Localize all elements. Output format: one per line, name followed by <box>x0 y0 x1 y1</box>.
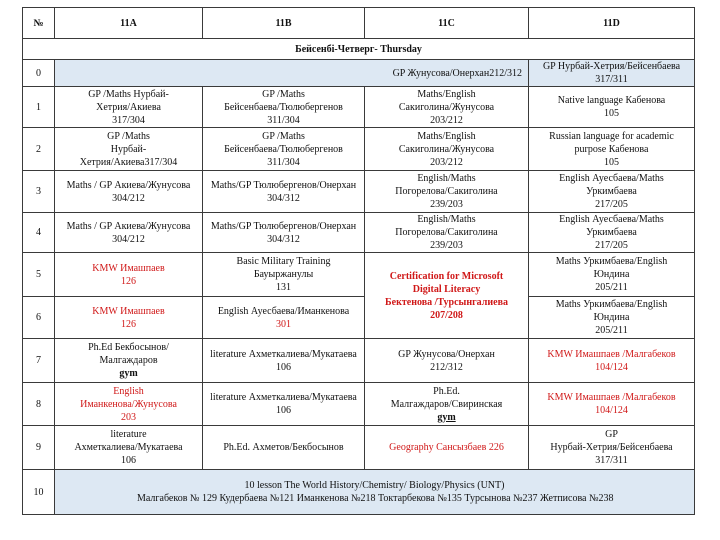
lesson-number: 10 <box>23 470 55 515</box>
lesson-11d: KMW Имашпаев /Малгабеков 104/124 <box>529 383 695 426</box>
lesson-11b: literature Ахметкалиева/Мукатаева 106 <box>203 383 365 426</box>
day-title: Бейсенбі-Четверг- Thursday <box>23 39 695 60</box>
header-class-11d: 11D <box>529 8 695 39</box>
lesson-number: 0 <box>23 60 55 87</box>
lesson-row-8 <box>23 383 695 426</box>
lesson-row-1 <box>23 87 695 128</box>
lesson-11c-room: gym <box>437 411 456 423</box>
lesson-11c: GP Жунусова/Онерхан212/312 <box>392 67 522 79</box>
lesson-11a: Maths / GP Акиева/Жунусова 304/212 <box>55 213 203 253</box>
footer-line-2: Малгабеков № 129 Кудербаева №121 Иманкенова №218 Токтарбекова №135 Турсынова №237 Жетписова №238 <box>137 493 614 504</box>
lesson-11a: GP /Maths Нурбай- Хетрия/Акиева 317/304 <box>55 87 203 128</box>
header-number: № <box>23 8 55 39</box>
lesson-11d: Maths Уркимбаева/English Юндина 205/211 <box>529 297 695 339</box>
lesson-row-7 <box>23 339 695 383</box>
lesson-11d: English Ауесбаева/Maths Уркимбаева 217/205 <box>529 171 695 213</box>
lesson-11c: English/Maths Погорелова/Сакиголина 239/203 <box>365 171 529 213</box>
lesson-11a: KMW Имашпаев 126 <box>55 297 203 339</box>
lesson-number: 8 <box>23 383 55 426</box>
lesson-11b-cell <box>203 297 365 339</box>
header-class-11b: 11B <box>203 8 365 39</box>
header-row <box>23 8 695 39</box>
lesson-cell-11c-merged <box>55 60 529 87</box>
lesson-11c: Maths/English Сакиголина/Жунусова 203/212 <box>365 128 529 171</box>
day-row <box>23 39 695 60</box>
lesson-11a: English Иманкенова/Жунусова 203 <box>55 383 203 426</box>
lesson-row-5 <box>23 253 695 297</box>
lesson-11a-cell <box>55 339 203 383</box>
lesson-number: 2 <box>23 128 55 171</box>
lesson-11c: Certification for Microsoft Digital Literacy Бектенова /Турсынгалиева 207/208 <box>365 253 529 339</box>
lesson-11b: Maths/GP Тюлюбергенов/Онерхан 304/312 <box>203 171 365 213</box>
lesson-11d: Russian language for academic purpose Кабенова 105 <box>529 128 695 171</box>
lesson-number: 3 <box>23 171 55 213</box>
lesson-row-9 <box>23 426 695 470</box>
lesson-11a: literature Ахметкалиева/Мукатаева 106 <box>55 426 203 470</box>
lesson-row-2 <box>23 128 695 171</box>
lesson-11a: GP /Maths Нурбай- Хетрия/Акиева317/304 <box>55 128 203 171</box>
lesson-number: 9 <box>23 426 55 470</box>
lesson-row-6 <box>23 297 695 339</box>
lesson-11d: KMW Имашпаев /Малгабеков 104/124 <box>529 339 695 383</box>
lesson-11b: literature Ахметкалиева/Мукатаева 106 <box>203 339 365 383</box>
lesson-11b: GP /Maths Бейсенбаева/Тюлюбергенов 311/304 <box>203 128 365 171</box>
lesson-11c: Geography Сансызбаев 226 <box>365 426 529 470</box>
lesson-11d: Maths Уркимбаева/English Юндина 205/211 <box>529 253 695 297</box>
lesson-row-10 <box>23 470 695 515</box>
lesson-number: 4 <box>23 213 55 253</box>
footer-cell <box>55 470 695 515</box>
lesson-row-4 <box>23 213 695 253</box>
lesson-11b: Maths/GP Тюлюбергенов/Онерхан 304/312 <box>203 213 365 253</box>
lesson-11c: English/Maths Погорелова/Сакиголина 239/203 <box>365 213 529 253</box>
footer-line-1: 10 lesson The World History/Chemistry/ Biology/Physics (UNT) <box>244 480 505 491</box>
lesson-11a: KMW Имашпаев 126 <box>55 253 203 297</box>
lesson-11c: Maths/English Сакиголина/Жунусова 203/212 <box>365 87 529 128</box>
lesson-11d: Native language Кабенова 105 <box>529 87 695 128</box>
lesson-row-0 <box>23 60 695 87</box>
lesson-11b: GP /Maths Бейсенбаева/Тюлюбергенов 311/304 <box>203 87 365 128</box>
schedule-table <box>22 7 695 515</box>
lesson-number: 1 <box>23 87 55 128</box>
header-class-11c: 11C <box>365 8 529 39</box>
lesson-number: 7 <box>23 339 55 383</box>
lesson-11c: GP Жунусова/Онерхан 212/312 <box>365 339 529 383</box>
lesson-number: 5 <box>23 253 55 297</box>
lesson-row-3 <box>23 171 695 213</box>
lesson-11a: Maths / GP Акиева/Жунусова 304/212 <box>55 171 203 213</box>
lesson-number: 6 <box>23 297 55 339</box>
lesson-11b-room: 301 <box>276 318 291 330</box>
lesson-11a: Ph.Ed Бекбосынов/ Малгаждаров <box>88 342 169 366</box>
lesson-11b: English Ауесбаева/Иманкенова <box>217 305 350 317</box>
lesson-11d: GP Нурбай-Хетрия/Бейсенбаева 317/311 <box>529 60 695 87</box>
lesson-11a-room: gym <box>119 368 138 379</box>
lesson-11c: Ph.Ed. Малгаждаров/Свиринская <box>390 385 503 410</box>
lesson-11c-cell <box>365 383 529 426</box>
lesson-11b: Ph.Ed. Ахметов/Бекбосынов <box>203 426 365 470</box>
lesson-11d: English Ауесбаева/Maths Уркимбаева 217/205 <box>529 213 695 253</box>
header-class-11a: 11A <box>55 8 203 39</box>
lesson-11b: Basic Military Training Бауыржанулы 131 <box>203 253 365 297</box>
lesson-11d: GP Нурбай-Хетрия/Бейсенбаева 317/311 <box>529 426 695 470</box>
